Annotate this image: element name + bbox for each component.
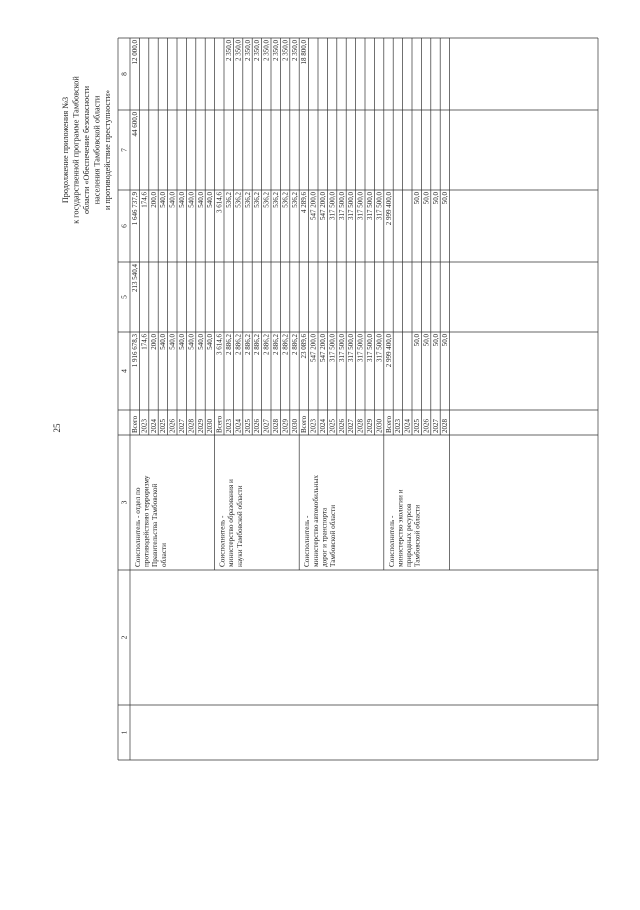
value-cell: 540,0	[196, 192, 205, 208]
value-cell: 317 500,0	[366, 192, 374, 220]
value-cell: 317 500,0	[337, 192, 346, 220]
value-cell: 536,2	[253, 192, 262, 208]
year-cell: 2026	[253, 419, 262, 433]
year-cell: 2024	[319, 419, 327, 433]
year-cell: 2025	[413, 419, 421, 433]
value-cell: 50,0	[431, 192, 440, 205]
year-cell: 2025	[328, 419, 337, 433]
column-number: 3	[119, 500, 129, 505]
value-cell: 536,2	[243, 192, 252, 208]
value-cell: 540,0	[168, 334, 177, 350]
value-cell: 4 289,6	[300, 192, 309, 213]
value-cell: 540,0	[187, 192, 196, 208]
value-cell: 2 886,2	[272, 334, 280, 355]
year-cell: 2027	[178, 419, 186, 433]
document-header	[61, 76, 112, 224]
column-number: 6	[119, 224, 129, 228]
value-cell: 2 350,0	[225, 40, 233, 61]
year-cell: 2026	[422, 419, 431, 433]
total-label: Всего	[131, 415, 139, 433]
value-cell: 2 886,2	[225, 334, 233, 355]
year-cell: 2029	[196, 419, 205, 433]
value-cell: 18 800,0	[300, 40, 309, 65]
value-cell: 2 350,0	[243, 40, 252, 61]
value-cell: 317 500,0	[375, 334, 384, 362]
executor-text: природных ресурсов	[405, 503, 413, 567]
year-cell: 2027	[347, 419, 356, 433]
value-cell: 23 089,6	[300, 334, 309, 359]
value-cell: 540,0	[196, 334, 205, 350]
value-cell: 547 200,0	[319, 192, 327, 220]
value-cell: 547 200,0	[309, 192, 318, 220]
value-cell: 2 350,0	[290, 40, 299, 61]
year-cell: 2025	[243, 419, 252, 433]
value-cell: 540,0	[159, 192, 168, 208]
value-cell: 317 500,0	[375, 192, 384, 220]
header-line: области «Обеспечение безопасности	[82, 86, 91, 214]
value-cell: 50,0	[422, 192, 431, 205]
value-cell: 317 500,0	[347, 334, 356, 362]
header-line: населения Тамбовской области	[92, 95, 102, 205]
value-cell: 540,0	[168, 192, 177, 208]
value-cell: 50,0	[441, 334, 450, 347]
value-cell: 2 886,2	[253, 334, 262, 355]
total-label: Всего	[300, 415, 309, 433]
header-line: Продолжение приложения №3	[61, 96, 70, 204]
year-cell: 2030	[290, 419, 299, 433]
column-number: 4	[119, 369, 129, 373]
year-cell: 2027	[262, 419, 271, 433]
value-cell: 540,0	[206, 192, 215, 208]
value-cell: 2 350,0	[272, 40, 280, 61]
year-cell: 2027	[431, 419, 440, 433]
value-cell: 213 540,4	[131, 264, 139, 292]
total-label: Всего	[384, 415, 393, 433]
executor-text: области	[159, 542, 168, 567]
year-cell: 2024	[403, 419, 412, 433]
year-cell: 2028	[441, 419, 450, 433]
total-label: Всего	[215, 415, 224, 433]
value-cell: 50,0	[441, 192, 450, 205]
value-cell: 200,0	[149, 192, 158, 208]
value-cell: 2 999 400,0	[384, 192, 393, 226]
column-number: 1	[119, 730, 129, 735]
value-cell: 536,2	[281, 192, 290, 208]
year-cell: 2029	[366, 419, 374, 433]
value-cell: 540,0	[187, 334, 196, 350]
year-cell: 2023	[140, 419, 149, 433]
year-cell: 2030	[375, 419, 384, 433]
year-cell: 2023	[394, 419, 403, 433]
value-cell: 540,0	[178, 334, 186, 350]
value-cell: 50,0	[413, 334, 421, 347]
value-cell: 200,0	[149, 334, 158, 350]
executor-text: противодействию терроризму	[142, 475, 151, 567]
value-cell: 2 999 400,0	[384, 334, 393, 368]
value-cell: 547 200,0	[309, 334, 318, 362]
year-cell: 2024	[234, 419, 243, 433]
executor-text: Соисполнитель - отдел по	[134, 487, 142, 567]
value-cell: 540,0	[178, 192, 186, 208]
year-cell: 2023	[309, 419, 318, 433]
value-cell: 12 000,0	[131, 40, 139, 65]
value-cell: 50,0	[422, 334, 431, 347]
value-cell: 540,0	[206, 334, 215, 350]
value-cell: 2 350,0	[262, 40, 271, 61]
executor-text: Тамбовской области	[329, 504, 337, 567]
executor-text: министерство образования и	[227, 479, 236, 567]
year-cell: 2023	[225, 419, 233, 433]
header-line: и противодействие преступности»	[103, 89, 112, 211]
year-cell: 2028	[187, 419, 196, 433]
value-cell: 536,2	[234, 192, 243, 208]
year-cell: 2026	[337, 419, 346, 433]
executor-text: науки Тамбовской области	[235, 485, 244, 567]
column-number: 2	[119, 635, 129, 640]
value-cell: 174,6	[140, 334, 149, 350]
value-cell: 540,0	[159, 334, 168, 350]
header-line: к государственной программе Тамбовской	[71, 76, 81, 224]
value-cell: 50,0	[431, 334, 440, 347]
year-cell: 2024	[149, 419, 158, 433]
year-cell: 2028	[356, 419, 365, 433]
executor-text: министерство экологии и	[396, 489, 405, 567]
value-cell: 536,2	[272, 192, 280, 208]
value-cell: 1 646 737,9	[131, 192, 139, 226]
value-cell: 1 916 678,3	[131, 334, 139, 368]
value-cell: 2 350,0	[234, 40, 243, 61]
value-cell: 2 886,2	[234, 334, 243, 355]
value-cell: 3 614,6	[215, 334, 224, 355]
column-number: 7	[119, 148, 129, 152]
executor-text: Соисполнитель -	[218, 515, 227, 567]
value-cell: 2 886,2	[243, 334, 252, 355]
year-cell: 2028	[272, 419, 280, 433]
value-cell: 536,2	[225, 192, 233, 208]
executor-text: Тамбовской области	[413, 504, 422, 567]
value-cell: 317 500,0	[366, 334, 374, 362]
value-cell: 317 500,0	[328, 192, 337, 220]
executor-text: Правительства Тамбовской	[151, 483, 160, 567]
year-cell: 2026	[168, 419, 177, 433]
value-cell: 2 886,2	[262, 334, 271, 355]
value-cell: 536,2	[290, 192, 299, 208]
value-cell: 317 500,0	[337, 334, 346, 362]
value-cell: 317 500,0	[328, 334, 337, 362]
executor-text: Соисполнитель -	[387, 515, 396, 567]
value-cell: 174,6	[140, 192, 149, 208]
value-cell: 44 600,0	[131, 112, 139, 137]
value-cell: 547 200,0	[319, 334, 327, 362]
value-cell: 536,2	[262, 192, 271, 208]
year-cell: 2030	[206, 419, 215, 433]
column-number: 8	[119, 72, 129, 76]
value-cell: 317 500,0	[356, 192, 365, 220]
executor-text: министерство автомобильных	[311, 475, 320, 567]
executor-text: дорог и транспорта	[320, 507, 329, 567]
value-cell: 317 500,0	[347, 192, 356, 220]
year-cell: 2029	[281, 419, 290, 433]
value-cell: 50,0	[413, 192, 421, 205]
value-cell: 3 614,6	[215, 192, 224, 213]
year-cell: 2025	[159, 419, 168, 433]
value-cell: 2 350,0	[253, 40, 262, 61]
value-cell: 2 886,2	[281, 334, 290, 355]
value-cell: 2 350,0	[281, 40, 290, 61]
executor-text: Соисполнитель -	[303, 515, 312, 567]
value-cell: 317 500,0	[356, 334, 365, 362]
column-number: 5	[119, 295, 129, 299]
page-number: 25	[52, 423, 62, 433]
value-cell: 2 886,2	[290, 334, 299, 355]
